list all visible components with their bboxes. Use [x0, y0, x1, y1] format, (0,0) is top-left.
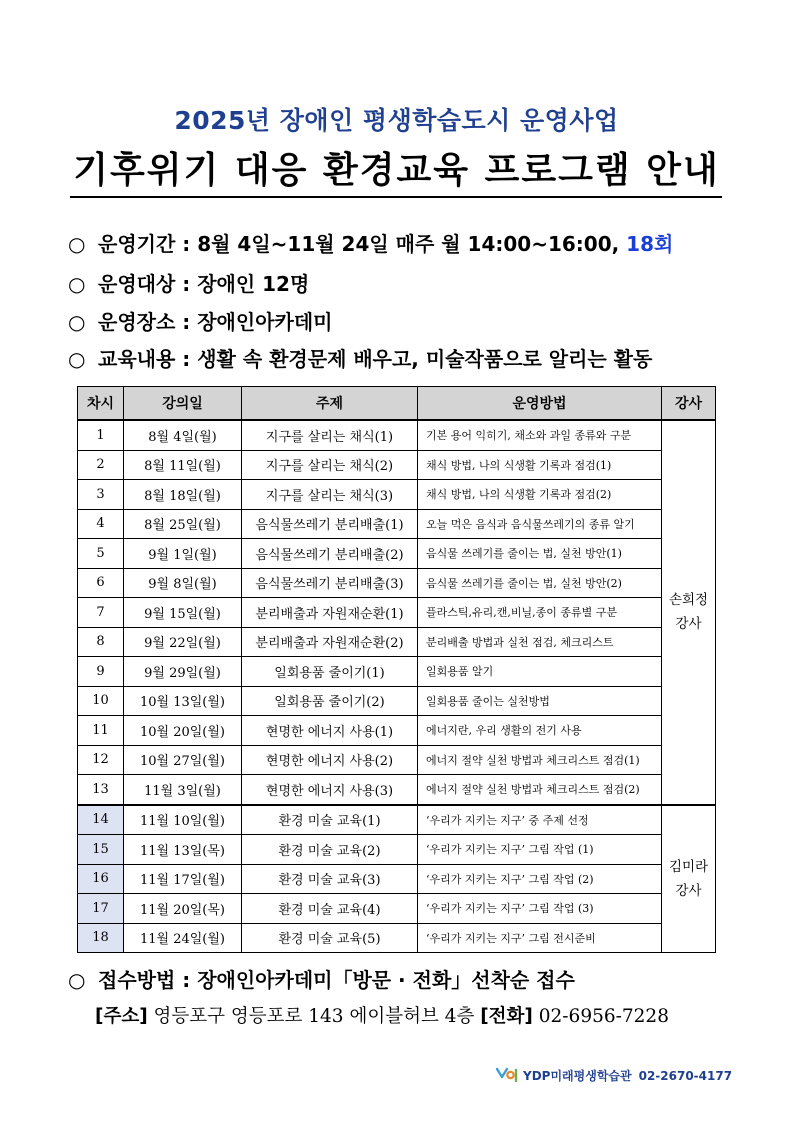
table-row — [78, 539, 716, 569]
subtitle: 2025년 장애인 평생학습도시 운영사업 — [174, 106, 619, 135]
session-date: 11월 3일(월) — [124, 775, 242, 805]
session-number: 9 — [78, 657, 124, 687]
session-date: 8월 25일(월) — [124, 509, 242, 539]
session-number: 14 — [78, 805, 124, 835]
footer — [496, 1066, 732, 1085]
circle-bullet-icon: ○ — [68, 232, 86, 256]
session-number: 1 — [78, 420, 124, 450]
session-number: 17 — [78, 894, 124, 924]
session-date: 10월 13일(월) — [124, 686, 242, 716]
session-method: 에너지 절약 실천 방법과 체크리스트 점검(2) — [418, 775, 662, 805]
table-header-row — [78, 387, 716, 421]
session-date: 9월 15일(월) — [124, 598, 242, 628]
info-separator: : — [175, 272, 198, 296]
lecturer-name: 손희정 — [668, 592, 709, 609]
header-date: 강의일 — [124, 387, 242, 421]
info-value: 장애인아카데미「방문 · 전화」선착순 접수 — [197, 968, 575, 992]
ydp-logo-icon — [496, 1066, 520, 1085]
session-method: 채식 방법, 나의 식생활 기록과 점검(1) — [418, 450, 662, 480]
session-method: 기본 용어 익히기, 채소와 과일 종류와 구분 — [418, 420, 662, 450]
contact-line — [95, 1002, 669, 1028]
header-lecturer: 강사 — [662, 387, 716, 421]
session-date: 9월 29일(월) — [124, 657, 242, 687]
session-date: 10월 27일(월) — [124, 745, 242, 775]
title-divider — [70, 196, 722, 198]
session-date: 8월 11일(월) — [124, 450, 242, 480]
session-method: 음식물 쓰레기를 줄이는 법, 실천 방안(2) — [418, 568, 662, 598]
session-date: 9월 22일(월) — [124, 627, 242, 657]
table-row — [78, 835, 716, 865]
session-topic: 환경 미술 교육(5) — [242, 923, 418, 953]
table-row — [78, 805, 716, 835]
info-target — [68, 268, 309, 297]
session-topic: 음식물쓰레기 분리배출(3) — [242, 568, 418, 598]
info-value: 생활 속 환경문제 배우고, 미술작품으로 알리는 활동 — [197, 347, 653, 371]
header-no: 차시 — [78, 387, 124, 421]
session-method: 오늘 먹은 음식과 음식물쓰레기의 종류 알기 — [418, 509, 662, 539]
session-date: 10월 20일(월) — [124, 716, 242, 746]
table-row — [78, 568, 716, 598]
info-value: 8월 4일~11월 24일 매주 월 14:00~16:00, — [197, 232, 627, 256]
session-number: 7 — [78, 598, 124, 628]
session-number: 11 — [78, 716, 124, 746]
table-row — [78, 509, 716, 539]
schedule-table — [77, 386, 716, 953]
session-method: 분리배출 방법과 실천 점검, 체크리스트 — [418, 627, 662, 657]
session-topic: 음식물쓰레기 분리배출(1) — [242, 509, 418, 539]
info-label: 운영장소 — [98, 310, 176, 334]
session-topic: 환경 미술 교육(3) — [242, 864, 418, 894]
session-method: 일회용품 줄이는 실천방법 — [418, 686, 662, 716]
session-topic: 환경 미술 교육(1) — [242, 805, 418, 835]
circle-bullet-icon: ○ — [68, 347, 86, 371]
info-separator: : — [175, 968, 198, 992]
footer-phone: 02-2670-4177 — [638, 1068, 733, 1083]
table-row — [78, 598, 716, 628]
session-method: ‘우리가 지키는 지구’ 그림 작업 (3) — [418, 894, 662, 924]
session-number: 4 — [78, 509, 124, 539]
phone-value: 02-6956-7228 — [532, 1006, 669, 1027]
session-number: 5 — [78, 539, 124, 569]
session-topic: 분리배출과 자원재순환(1) — [242, 598, 418, 628]
session-topic: 음식물쓰레기 분리배출(2) — [242, 539, 418, 569]
session-topic: 일회용품 줄이기(2) — [242, 686, 418, 716]
session-number: 18 — [78, 923, 124, 953]
info-period — [68, 228, 673, 257]
table-row — [78, 420, 716, 450]
table-row — [78, 745, 716, 775]
session-number: 12 — [78, 745, 124, 775]
table-row — [78, 657, 716, 687]
table-row — [78, 716, 716, 746]
info-label: 접수방법 — [98, 968, 176, 992]
session-date: 11월 13일(목) — [124, 835, 242, 865]
table-row — [78, 864, 716, 894]
session-date: 11월 24일(월) — [124, 923, 242, 953]
session-method: ‘우리가 지키는 지구’ 중 주제 선정 — [418, 805, 662, 835]
lecturer-title: 강사 — [675, 616, 702, 633]
header-topic: 주제 — [242, 387, 418, 421]
session-number: 13 — [78, 775, 124, 805]
info-apply — [68, 964, 575, 993]
table-row — [78, 775, 716, 805]
info-separator: : — [175, 232, 198, 256]
session-date: 11월 17일(월) — [124, 864, 242, 894]
circle-bullet-icon: ○ — [68, 272, 86, 296]
page-title: 기후위기 대응 환경교육 프로그램 안내 — [73, 150, 720, 191]
info-value: 장애인아카데미 — [197, 310, 333, 334]
session-method: 플라스틱,유리,캔,비닐,종이 종류별 구분 — [418, 598, 662, 628]
session-method: 에너지란, 우리 생활의 전기 사용 — [418, 716, 662, 746]
lecturer-name: 김미라 — [668, 858, 709, 875]
table-row — [78, 480, 716, 510]
session-number: 8 — [78, 627, 124, 657]
session-method: 에너지 절약 실천 방법과 체크리스트 점검(1) — [418, 745, 662, 775]
session-topic: 지구를 살리는 채식(1) — [242, 420, 418, 450]
table-row — [78, 627, 716, 657]
info-content — [68, 343, 652, 372]
header-method: 운영방법 — [418, 387, 662, 421]
session-topic: 지구를 살리는 채식(2) — [242, 450, 418, 480]
session-number: 3 — [78, 480, 124, 510]
table-row — [78, 923, 716, 953]
info-label: 교육내용 — [98, 347, 176, 371]
session-method: 채식 방법, 나의 식생활 기록과 점검(2) — [418, 480, 662, 510]
lecturer-cell — [662, 420, 716, 805]
session-date: 8월 18일(월) — [124, 480, 242, 510]
info-location — [68, 306, 332, 335]
phone-label: [전화] — [480, 1006, 533, 1027]
session-number: 10 — [78, 686, 124, 716]
session-date: 9월 1일(월) — [124, 539, 242, 569]
lecturer-cell — [662, 805, 716, 953]
table-row — [78, 894, 716, 924]
address-label: [주소] — [95, 1006, 148, 1027]
session-date: 8월 4일(월) — [124, 420, 242, 450]
session-topic: 환경 미술 교육(2) — [242, 835, 418, 865]
address-value: 영등포구 영등포로 143 에이블허브 4층 — [147, 1006, 481, 1027]
session-topic: 환경 미술 교육(4) — [242, 894, 418, 924]
session-date: 11월 10일(월) — [124, 805, 242, 835]
session-topic: 현명한 에너지 사용(3) — [242, 775, 418, 805]
info-value: 장애인 12명 — [197, 272, 310, 296]
session-count: 18회 — [626, 232, 674, 256]
session-number: 6 — [78, 568, 124, 598]
session-method: ‘우리가 지키는 지구’ 그림 작업 (1) — [418, 835, 662, 865]
circle-bullet-icon: ○ — [68, 968, 86, 992]
table-row — [78, 450, 716, 480]
session-date: 11월 20일(목) — [124, 894, 242, 924]
info-separator: : — [175, 347, 198, 371]
session-number: 2 — [78, 450, 124, 480]
session-method: 일회용품 알기 — [418, 657, 662, 687]
info-label: 운영대상 — [98, 272, 176, 296]
footer-org: YDP미래평생학습관 — [523, 1069, 632, 1083]
lecturer-title: 강사 — [675, 882, 702, 899]
session-method: ‘우리가 지키는 지구’ 그림 작업 (2) — [418, 864, 662, 894]
table-row — [78, 686, 716, 716]
session-number: 16 — [78, 864, 124, 894]
session-topic: 일회용품 줄이기(1) — [242, 657, 418, 687]
info-label: 운영기간 — [98, 232, 176, 256]
session-topic: 분리배출과 자원재순환(2) — [242, 627, 418, 657]
session-method: ‘우리가 지키는 지구’ 그림 전시준비 — [418, 923, 662, 953]
session-number: 15 — [78, 835, 124, 865]
session-topic: 지구를 살리는 채식(3) — [242, 480, 418, 510]
session-method: 음식물 쓰레기를 줄이는 법, 실천 방안(1) — [418, 539, 662, 569]
info-separator: : — [175, 310, 198, 334]
session-date: 9월 8일(월) — [124, 568, 242, 598]
circle-bullet-icon: ○ — [68, 310, 86, 334]
session-topic: 현명한 에너지 사용(2) — [242, 745, 418, 775]
session-topic: 현명한 에너지 사용(1) — [242, 716, 418, 746]
